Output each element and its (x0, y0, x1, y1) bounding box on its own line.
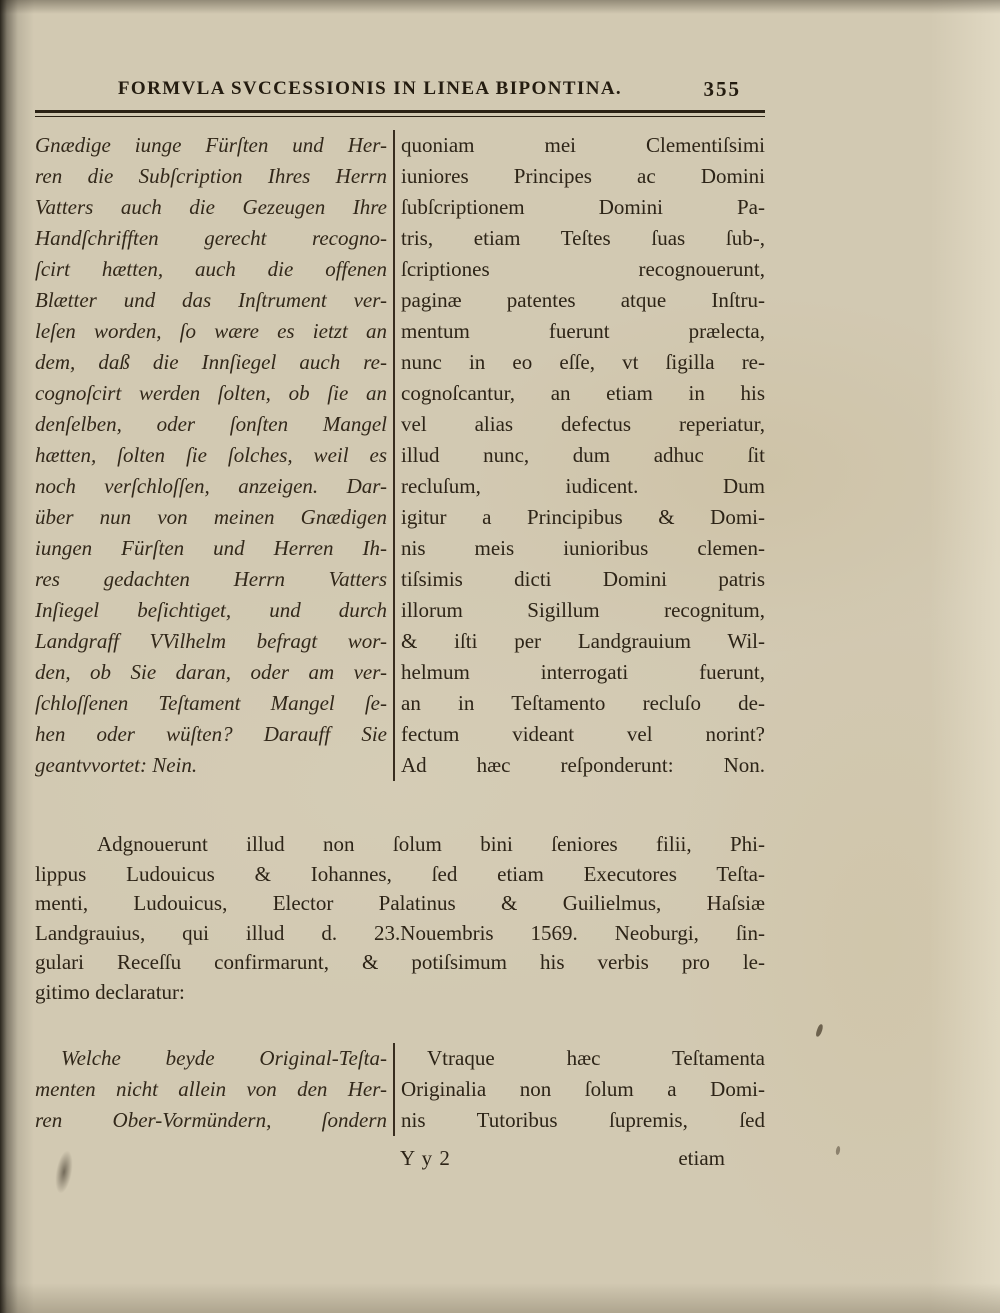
text-line: nis Tutoribus ſupremis, ſed (401, 1108, 765, 1132)
text-line: quoniam mei Clementiſsimi (401, 133, 765, 157)
text-line: dem, daß die Innſiegel auch re- (35, 350, 387, 374)
text-line: Welche beyde Original-Teſta- (61, 1046, 387, 1070)
text-line: paginæ patentes atque Inſtru- (401, 288, 765, 312)
text-line: lippus Ludouicus & Iohannes, ſed etiam Executores Teſta- (35, 861, 765, 886)
page-number: 355 (703, 77, 741, 101)
text-line: ren Ober-Vormündern, ſondern (35, 1108, 387, 1132)
text-line: Gnædige iunge Fürſten und Her- (35, 133, 387, 157)
text-line: illorum Sigillum recognitum, (401, 598, 765, 622)
text-line: helmum interrogati fuerunt, (401, 660, 765, 684)
german-column-1 (35, 130, 387, 781)
signature-mark: Y y 2 (400, 1146, 451, 1170)
text-line: an in Teſtamento recluſo de- (401, 691, 765, 715)
german-column-2 (35, 1043, 387, 1136)
catchword: etiam (678, 1146, 725, 1170)
text-line: geantvvortet: Nein. (35, 753, 198, 777)
text-line: Blætter und das Inſtrument ver- (35, 288, 387, 312)
text-line: tiſsimis dicti Domini patris (401, 567, 765, 591)
ink-dot-artifact (835, 1146, 841, 1156)
section-originals (35, 1043, 765, 1136)
text-line: Inſiegel beſichtiget, und durch (35, 598, 387, 622)
text-line: Vatters auch die Gezeugen Ihre (35, 195, 387, 219)
text-line: Originalia non ſolum a Domi- (401, 1077, 765, 1101)
text-line: gitimo declaratur: (35, 979, 185, 1004)
text-line: ſcriptiones recognouerunt, (401, 257, 765, 281)
text-line: tris, etiam Teſtes ſuas ſub-, (401, 226, 765, 250)
text-line: Landgrauius, qui illud d. 23.Nouembris 1569. Neoburgi, ſin- (35, 920, 765, 945)
text-line: menten nicht allein von den Her- (35, 1077, 387, 1101)
text-line: Landgraff VVilhelm befragt wor- (35, 629, 387, 653)
text-line: noch verſchloſſen, anzeigen. Dar- (35, 474, 387, 498)
text-line: iuniores Principes ac Domini (401, 164, 765, 188)
text-line: den, ob Sie daran, oder am ver- (35, 660, 387, 684)
text-line: nis meis iunioribus clemen- (401, 536, 765, 560)
text-line: ſcirt hætten, auch die offenen (35, 257, 387, 281)
text-line: denſelben, oder ſonſten Mangel (35, 412, 387, 436)
section-testimony (35, 130, 765, 781)
text-line: iungen Fürſten und Herren Ih- (35, 536, 387, 560)
text-line: illud nunc, dum adhuc ſit (401, 443, 765, 467)
text-line: hen oder wüſten? Darauff Sie (35, 722, 387, 746)
text-line: fectum videant vel norint? (401, 722, 765, 746)
text-line: hætten, ſolten ſie ſolches, weil es (35, 443, 387, 467)
text-line: leſen worden, ſo wære es ietzt an (35, 319, 387, 343)
page-content (35, 78, 765, 1178)
text-line: Ad hæc reſponderunt: Non. (401, 753, 765, 777)
text-line: gulari Receſſu confirmarunt, & potiſsimum his verbis pro le- (35, 950, 765, 974)
text-line: & iſti per Landgrauium Wil- (401, 629, 765, 653)
text-line: ren die Subſcription Ihres Herrn (35, 164, 387, 188)
column-divider-1 (393, 130, 395, 781)
text-line: nunc in eo eſſe, vt ſigilla re- (401, 350, 765, 374)
text-line: über nun von meinen Gnædigen (35, 505, 387, 529)
text-line: ſubſcriptionem Domini Pa- (401, 195, 765, 219)
latin-column-2 (401, 1043, 765, 1136)
running-title: FORMVLA SVCCESSIONIS IN LINEA BIPONTINA. (117, 78, 623, 99)
page-footer (35, 1146, 765, 1178)
text-line: Handſchrifften gerecht recogno- (35, 226, 387, 250)
page-header (35, 78, 765, 105)
text-line: igitur a Principibus & Domi- (401, 505, 765, 529)
text-line: cognoſcirt werden ſolten, ob ſie an (35, 381, 387, 405)
ink-fleck-artifact (815, 1024, 824, 1038)
text-line: res gedachten Herrn Vatters (35, 567, 387, 591)
confirmation-paragraph (35, 830, 765, 1007)
text-line: vel alias defectus reperiatur, (401, 412, 765, 436)
text-line: Adgnouerunt illud non ſolum bini ſeniores filii, Phi- (97, 832, 765, 856)
column-divider-2 (393, 1043, 395, 1136)
text-line: menti, Ludouicus, Elector Palatinus & Guilielmus, Haſsiæ (35, 891, 765, 915)
text-line: mentum fuerunt prælecta, (401, 319, 765, 343)
text-line: recluſum, iudicent. Dum (401, 474, 765, 498)
header-double-rule (35, 110, 765, 117)
latin-column-1 (401, 130, 765, 781)
text-line: cognoſcantur, an etiam in his (401, 381, 765, 405)
text-line: Vtraque hæc Teſtamenta (427, 1046, 765, 1070)
text-line: ſchloſſenen Teſtament Mangel ſe- (35, 691, 387, 715)
